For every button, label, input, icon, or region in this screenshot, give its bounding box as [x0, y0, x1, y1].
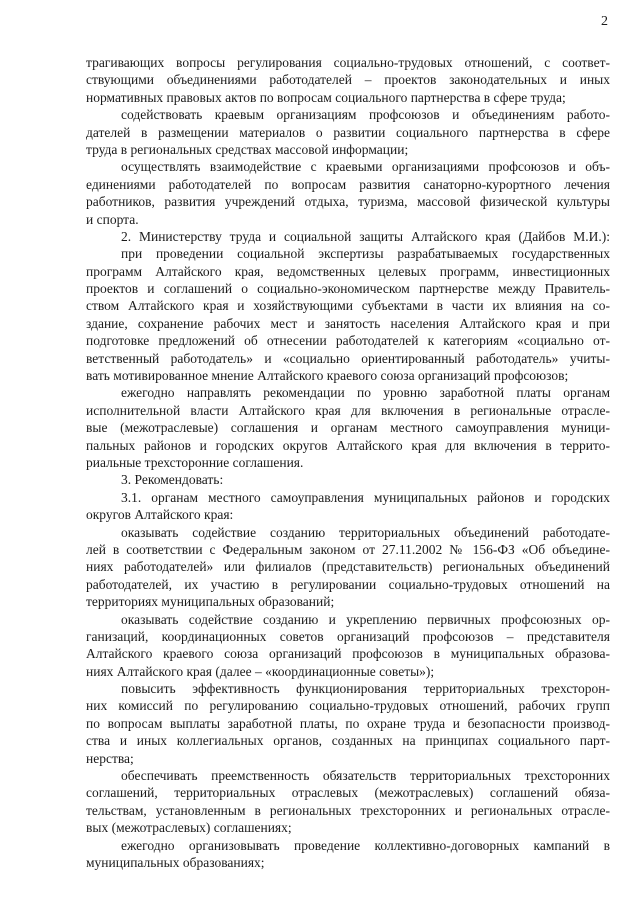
text-line: содействовать краевым организациям профсоюзов и объединениям работо-	[121, 107, 610, 123]
text-line: осуществлять взаимодействие с краевыми организациями профсоюзов и объ-	[121, 159, 610, 175]
text-line: них комиссий по регулированию социально-трудовых отношений, рабочих групп	[86, 698, 610, 714]
text-line: ганизаций, координационных советов организаций профсоюзов – представителя	[86, 628, 610, 644]
text-line: 2. Министерству труда и социальной защиты Алтайского края (Дайбов М.И.):	[121, 228, 610, 244]
text-line: вать мотивированное мнение Алтайского краевого союза организаций профсоюзов;	[86, 368, 569, 384]
text-line: по вопросам выплаты заработной платы, по охране труда и безопасности производ-	[86, 715, 610, 731]
text-line: работников, развития учреждений отдыха, туризма, массовой физической культуры	[86, 194, 610, 210]
text-line: ежегодно направлять рекомендации по уровню заработной платы органам	[121, 385, 610, 401]
text-line: тельствам, установленным в региональных трехсторонних и региональных отрасле-	[86, 802, 610, 818]
text-line: ниях работодателей» или филиалов (представительств) региональных объединений	[86, 559, 610, 575]
text-line: муниципальных образованиях;	[86, 854, 265, 870]
text-line: соглашений, территориальных отраслевых (межотраслевых) соглашений обяза-	[86, 785, 610, 801]
text-line: 3.1. органам местного самоуправления муниципальных районов и городских	[121, 489, 610, 505]
text-line: трагивающих вопросы регулирования социально-трудовых отношений, с соответ-	[86, 55, 610, 70]
text-line: ниях Алтайского края (далее – «координационные советы»);	[86, 663, 435, 679]
text-line: территориях муниципальных образований;	[86, 594, 335, 610]
text-line: ствующими объединениями работодателей – проектов законодательных и иных	[86, 72, 610, 88]
text-line: пальных районов и городских округов Алтайского края для включения в террито-	[86, 437, 610, 453]
text-line: единениями работодателей по вопросам развития санаторно-курортного лечения	[86, 176, 610, 192]
text-line: проектов и соглашений о социально-экономическом партнерстве между Правитель-	[86, 281, 610, 297]
text-line: оказывать содействие созданию и укреплению первичных профсоюзных ор-	[121, 611, 610, 627]
text-line: при проведении социальной экспертизы разрабатываемых государственных	[121, 246, 610, 262]
text-line: округов Алтайского края:	[86, 507, 234, 523]
text-line: подготовке предложений об отнесении работодателей к категориям «социально от-	[86, 333, 610, 349]
text-line: оказывать содействие созданию территориальных объединений работодате-	[121, 524, 610, 540]
text-line: повысить эффективность функционирования территориальных трехсторон-	[121, 681, 610, 697]
text-line: риальные трехсторонние соглашения.	[86, 454, 304, 470]
text-line: программ Алтайского края, ведомственных целевых программ, инвестиционных	[86, 263, 610, 279]
text-line: здание, сохранение рабочих мест и занятость населения Алтайского края и при	[86, 315, 610, 331]
text-line: и спорта.	[86, 211, 139, 227]
text-line: дателей в размещении материалов о развитии социального партнерства в сфере	[86, 124, 610, 140]
text-line: нормативных правовых актов по вопросам социального партнерства в сфере труда;	[86, 89, 566, 105]
text-line: нерства;	[86, 750, 134, 766]
document-body	[86, 54, 610, 871]
text-line: ветственный работодатель» и «социально ориентированный работодатель» учиты-	[86, 350, 610, 366]
text-line: исполнительной власти Алтайского края для включения в региональные отрасле-	[86, 402, 610, 418]
page-number: 2	[601, 14, 608, 29]
text-line: работодателей, их участию в регулировании социально-трудовых отношений на	[86, 576, 610, 592]
text-line: 3. Рекомендовать:	[121, 472, 224, 488]
text-line: труда в региональных средствах массовой информации;	[86, 141, 409, 157]
text-line: лей в соответствии с Федеральным законом от 27.11.2002 № 156-ФЗ «Об объедине-	[86, 541, 610, 557]
text-line: ежегодно организовывать проведение коллективно-договорных кампаний в	[121, 837, 610, 853]
text-line: обеспечивать преемственность обязательств территориальных трехсторонних	[121, 768, 610, 784]
text-line: вые (межотраслевые) соглашения и органам местного самоуправления муници-	[86, 420, 610, 436]
text-line: вых (межотраслевых) соглашениях;	[86, 820, 292, 836]
text-line: ством Алтайского края и хозяйствующими субъектами в части их влияния на со-	[86, 298, 610, 314]
text-line: Алтайского краевого союза организаций профсоюзов в муниципальных образова-	[86, 646, 610, 662]
text-line: ства и иных коллегиальных органов, созданных на принципах социального парт-	[86, 733, 610, 749]
